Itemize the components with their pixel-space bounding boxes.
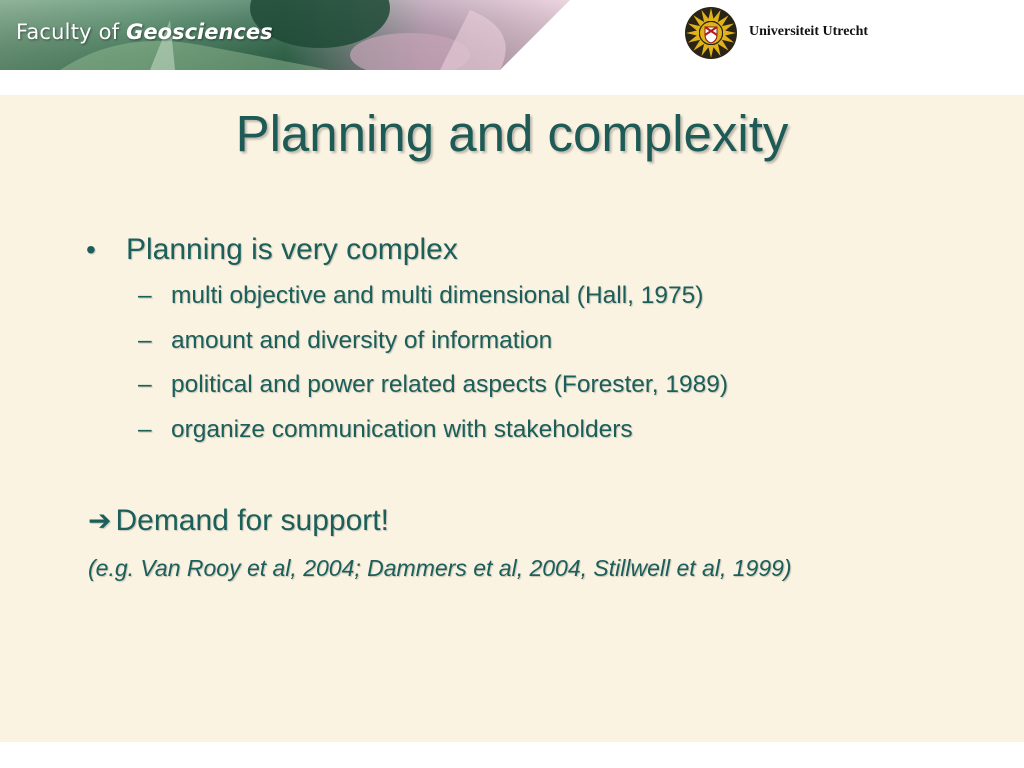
demand-statement (88, 504, 389, 538)
slide-title: Planning and complexity (235, 105, 789, 162)
faculty-prefix: Faculty of (16, 20, 127, 44)
sub-bullet-text: amount and diversity of information (171, 326, 553, 354)
faculty-banner (0, 0, 580, 70)
sub-bullet-item (86, 274, 986, 319)
references-text: (e.g. Van Rooy et al, 2004; Dammers et al, 2004, Stillwell et al, 1999) (88, 555, 792, 581)
arrow-right-icon: ➔ (88, 505, 112, 536)
sub-bullet-text: multi objective and multi dimensional (Hall, 1975) (171, 282, 704, 309)
sub-bullet-item (86, 319, 986, 364)
faculty-name: Geosciences (126, 20, 273, 44)
bullet-text: Planning is very complex (126, 233, 458, 266)
demand-text: Demand for support! (115, 504, 389, 537)
bottom-strip (0, 742, 1024, 768)
sub-bullet-item (86, 363, 986, 408)
sub-bullet-dash: – (138, 415, 152, 443)
bullet-list (86, 230, 986, 452)
sub-bullet-dash: – (138, 326, 152, 354)
university-name: Universiteit Utrecht (749, 24, 869, 39)
sub-bullet-text: organize communication with stakeholders (171, 415, 633, 443)
sub-bullet-text: political and power related aspects (Forester, 1989) (171, 371, 728, 398)
bullet-item (86, 230, 986, 274)
sub-bullet-item (86, 408, 986, 453)
sub-bullet-dash: – (138, 371, 152, 398)
bullet-dot: • (86, 234, 96, 265)
faculty-label (16, 20, 273, 44)
slide-header (0, 0, 1024, 70)
university-sun-seal-icon (684, 6, 738, 60)
sub-bullet-dash: – (138, 282, 152, 309)
